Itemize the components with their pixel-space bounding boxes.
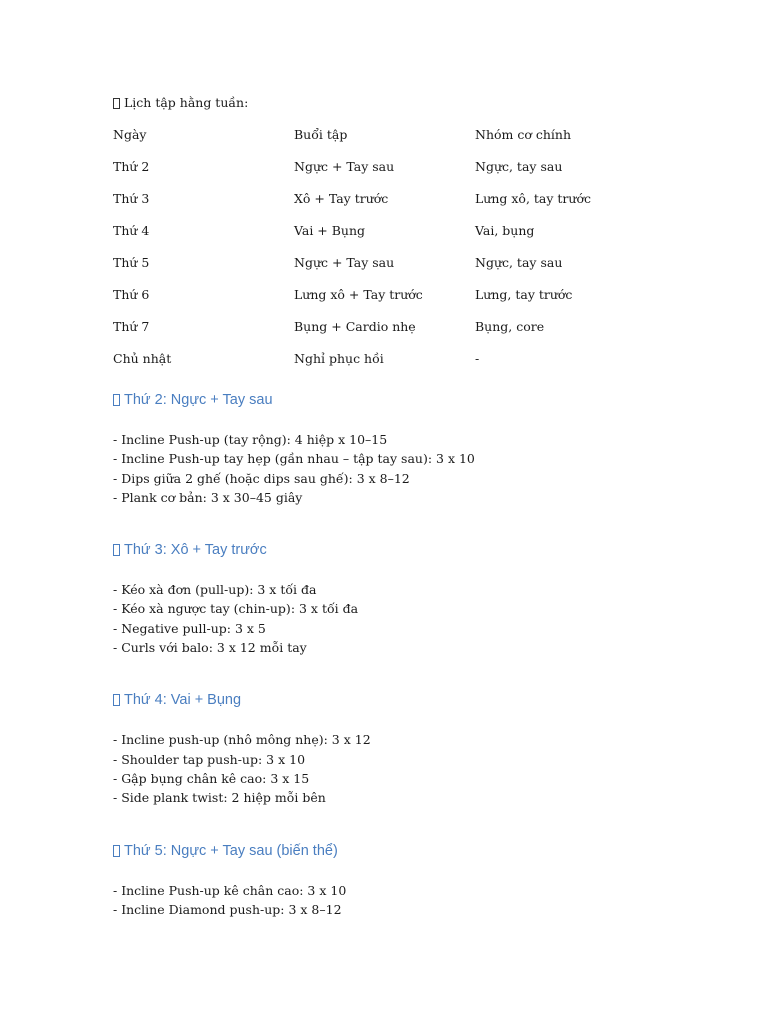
header-day: Ngày	[113, 127, 147, 142]
section-heading	[113, 540, 768, 560]
cell-session: Ngực + Tay sau	[294, 159, 395, 174]
section-thursday	[113, 841, 768, 920]
exercise-list	[113, 730, 768, 807]
list-item: - Curls với balo: 3 x 12 mỗi tay	[113, 640, 307, 656]
cell-muscle-group: Bụng, core	[475, 319, 545, 334]
cell-muscle-group: Lưng xô, tay trước	[475, 191, 591, 206]
cell-muscle-group: Vai, bụng	[475, 223, 535, 238]
missing-glyph-icon	[113, 394, 120, 406]
table-row	[113, 350, 673, 382]
list-item: - Side plank twist: 2 hiệp mỗi bên	[113, 790, 326, 806]
header-muscle-group: Nhóm cơ chính	[475, 127, 571, 142]
intro-line	[113, 94, 768, 112]
section-heading	[113, 390, 768, 410]
cell-day: Thứ 4	[113, 223, 150, 238]
section-title-text: Thứ 2: Ngực + Tay sau	[124, 392, 273, 408]
header-session: Buổi tập	[294, 127, 348, 142]
table-row	[113, 190, 673, 222]
cell-muscle-group: -	[475, 351, 480, 366]
cell-day: Thứ 5	[113, 255, 150, 270]
section-tuesday	[113, 540, 768, 657]
intro-text: Lịch tập hằng tuần:	[124, 95, 249, 110]
cell-session: Xô + Tay trước	[294, 191, 389, 206]
cell-day: Thứ 2	[113, 159, 150, 174]
cell-session: Bụng + Cardio nhẹ	[294, 319, 416, 334]
list-item: - Kéo xà đơn (pull-up): 3 x tối đa	[113, 582, 317, 598]
cell-day: Thứ 3	[113, 191, 150, 206]
section-title-text: Thứ 3: Xô + Tay trước	[124, 542, 267, 559]
section-monday	[113, 390, 768, 507]
schedule-table	[113, 126, 673, 382]
table-row	[113, 318, 673, 350]
missing-glyph-icon	[113, 98, 120, 109]
list-item: - Incline Push-up kê chân cao: 3 x 10	[113, 882, 347, 898]
cell-muscle-group: Lưng, tay trước	[475, 287, 573, 302]
cell-muscle-group: Ngực, tay sau	[475, 159, 563, 174]
list-item: - Gập bụng chân kê cao: 3 x 15	[113, 770, 310, 786]
section-title-text: Thứ 5: Ngực + Tay sau (biến thể)	[124, 842, 338, 859]
table-row	[113, 286, 673, 318]
list-item: - Shoulder tap push-up: 3 x 10	[113, 751, 306, 767]
list-item: - Incline Push-up (tay rộng): 4 hiệp x 10–15	[113, 432, 388, 447]
list-item: - Dips giữa 2 ghế (hoặc dips sau ghế): 3 x 8–12	[113, 470, 410, 486]
missing-glyph-icon	[113, 845, 120, 857]
section-title-text: Thứ 4: Vai + Bụng	[124, 692, 242, 709]
cell-day: Thứ 6	[113, 287, 150, 302]
missing-glyph-icon	[113, 694, 120, 706]
list-item: - Incline push-up (nhô mông nhẹ): 3 x 12	[113, 732, 371, 748]
section-wednesday	[113, 690, 768, 807]
cell-session: Vai + Bụng	[294, 223, 366, 238]
exercise-list	[113, 430, 768, 507]
cell-day: Chủ nhật	[113, 351, 172, 366]
cell-day: Thứ 7	[113, 319, 150, 334]
cell-session: Ngực + Tay sau	[294, 255, 395, 270]
cell-session: Lưng xô + Tay trước	[294, 287, 423, 302]
list-item: - Plank cơ bản: 3 x 30–45 giây	[113, 489, 303, 505]
exercise-list	[113, 881, 768, 920]
section-heading	[113, 841, 768, 861]
table-header-row	[113, 126, 673, 158]
list-item: - Incline Push-up tay hẹp (gần nhau – tập tay sau): 3 x 10	[113, 451, 475, 467]
cell-muscle-group: Ngực, tay sau	[475, 255, 563, 270]
list-item: - Negative pull-up: 3 x 5	[113, 620, 266, 636]
table-row	[113, 254, 673, 286]
missing-glyph-icon	[113, 544, 120, 556]
list-item: - Incline Diamond push-up: 3 x 8–12	[113, 901, 342, 917]
cell-session: Nghỉ phục hồi	[294, 351, 384, 366]
exercise-list	[113, 580, 768, 657]
table-row	[113, 222, 673, 254]
list-item: - Kéo xà ngược tay (chin-up): 3 x tối đa	[113, 601, 359, 617]
table-row	[113, 158, 673, 190]
section-heading	[113, 690, 768, 710]
